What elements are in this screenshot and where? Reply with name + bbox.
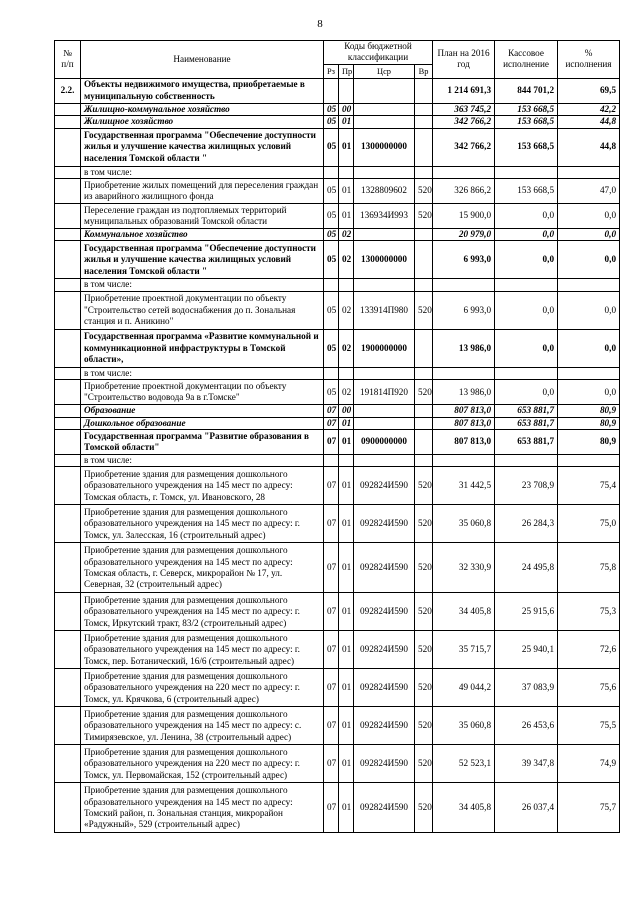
header-pct: % исполнения bbox=[558, 41, 620, 79]
page-number: 8 bbox=[317, 18, 323, 30]
cell-rz: 07 bbox=[324, 783, 339, 833]
table-row bbox=[55, 467, 620, 505]
cell-rz bbox=[324, 78, 339, 103]
cell-rz: 05 bbox=[324, 204, 339, 229]
cell-pct bbox=[558, 166, 620, 178]
cell-rz: 07 bbox=[324, 745, 339, 783]
table-row bbox=[55, 128, 620, 166]
cell-rz: 05 bbox=[324, 229, 339, 241]
cell-pr: 02 bbox=[339, 241, 354, 279]
cell-rz: 05 bbox=[324, 116, 339, 128]
cell-rz bbox=[324, 166, 339, 178]
cell-num bbox=[55, 455, 81, 467]
table-row bbox=[55, 669, 620, 707]
cell-cash: 844 701,2 bbox=[495, 78, 558, 103]
cell-pr: 01 bbox=[339, 783, 354, 833]
cell-plan: 807 813,0 bbox=[433, 405, 495, 417]
cell-pct: 80,9 bbox=[558, 405, 620, 417]
cell-rz: 05 bbox=[324, 291, 339, 329]
header-name: Наименование bbox=[81, 41, 324, 79]
cell-num bbox=[55, 329, 81, 367]
cell-pr: 01 bbox=[339, 669, 354, 707]
cell-name: Приобретение здания для размещения дошкольного образовательного учреждения на 220 мест по адресу: г. Томск, ул. Первомайская, 152 (строительный адрес) bbox=[81, 745, 324, 783]
cell-rz bbox=[324, 279, 339, 291]
cell-pr: 01 bbox=[339, 116, 354, 128]
cell-cash: 25 940,1 bbox=[495, 631, 558, 669]
cell-cash: 24 495,8 bbox=[495, 543, 558, 593]
table-row bbox=[55, 78, 620, 103]
cell-plan: 32 330,9 bbox=[433, 543, 495, 593]
cell-pct: 80,9 bbox=[558, 417, 620, 429]
table-row bbox=[55, 543, 620, 593]
cell-rz: 07 bbox=[324, 505, 339, 543]
cell-pct: 75,0 bbox=[558, 505, 620, 543]
table-body bbox=[55, 78, 620, 833]
cell-vr bbox=[415, 229, 433, 241]
cell-num bbox=[55, 367, 81, 379]
cell-cash: 37 083,9 bbox=[495, 669, 558, 707]
cell-csr bbox=[354, 229, 415, 241]
cell-name: Государственная программа "Обеспечение доступности жилья и улучшение качества жилищных условий населения Томской области " bbox=[81, 241, 324, 279]
cell-vr: 520 bbox=[415, 380, 433, 405]
cell-name: Государственная программа «Развитие коммунальной и коммуникационной инфраструктуры в Томской области», bbox=[81, 329, 324, 367]
cell-pct: 75,7 bbox=[558, 783, 620, 833]
cell-plan: 34 405,8 bbox=[433, 593, 495, 631]
cell-vr bbox=[415, 455, 433, 467]
cell-rz: 05 bbox=[324, 128, 339, 166]
table-row bbox=[55, 241, 620, 279]
cell-vr bbox=[415, 417, 433, 429]
cell-num bbox=[55, 707, 81, 745]
cell-name: в том числе: bbox=[81, 166, 324, 178]
cell-csr bbox=[354, 455, 415, 467]
cell-cash: 153 668,5 bbox=[495, 116, 558, 128]
cell-pct: 0,0 bbox=[558, 329, 620, 367]
cell-pct: 75,8 bbox=[558, 543, 620, 593]
cell-cash bbox=[495, 367, 558, 379]
table-row bbox=[55, 204, 620, 229]
cell-name: Переселение граждан из подтопляемых территорий муниципальных образований Томской области bbox=[81, 204, 324, 229]
table-row bbox=[55, 291, 620, 329]
cell-plan: 363 745,2 bbox=[433, 103, 495, 115]
cell-vr bbox=[415, 128, 433, 166]
cell-name: Приобретение здания для размещения дошкольного образовательного учреждения на 145 мест по адресу: с. Тимирязевское, ул. Ленина, 38 (строительный адрес) bbox=[81, 707, 324, 745]
cell-vr bbox=[415, 241, 433, 279]
cell-num bbox=[55, 380, 81, 405]
table-row bbox=[55, 279, 620, 291]
cell-plan: 52 523,1 bbox=[433, 745, 495, 783]
cell-csr: 092824И590 bbox=[354, 745, 415, 783]
cell-pct: 74,9 bbox=[558, 745, 620, 783]
cell-plan: 35 715,7 bbox=[433, 631, 495, 669]
cell-pct: 75,4 bbox=[558, 467, 620, 505]
cell-rz: 05 bbox=[324, 380, 339, 405]
cell-plan: 13 986,0 bbox=[433, 380, 495, 405]
cell-cash: 653 881,7 bbox=[495, 417, 558, 429]
cell-csr: 092824И590 bbox=[354, 631, 415, 669]
cell-pct: 44,8 bbox=[558, 128, 620, 166]
cell-pr bbox=[339, 455, 354, 467]
cell-csr: 0900000000 bbox=[354, 430, 415, 455]
cell-rz: 05 bbox=[324, 179, 339, 204]
cell-plan: 13 986,0 bbox=[433, 329, 495, 367]
table-row bbox=[55, 103, 620, 115]
cell-vr: 520 bbox=[415, 291, 433, 329]
cell-pr: 01 bbox=[339, 505, 354, 543]
cell-cash bbox=[495, 455, 558, 467]
cell-num bbox=[55, 417, 81, 429]
cell-rz: 07 bbox=[324, 430, 339, 455]
cell-csr bbox=[354, 405, 415, 417]
cell-pct: 42,2 bbox=[558, 103, 620, 115]
cell-num bbox=[55, 593, 81, 631]
table-row bbox=[55, 405, 620, 417]
cell-pct: 69,5 bbox=[558, 78, 620, 103]
cell-pct: 0,0 bbox=[558, 229, 620, 241]
cell-name: Государственная программа "Развитие образования в Томской области" bbox=[81, 430, 324, 455]
table-row bbox=[55, 505, 620, 543]
cell-vr bbox=[415, 103, 433, 115]
cell-name: Приобретение здания для размещения дошкольного образовательного учреждения на 145 мест по адресу: г. Томск, Иркутский тракт, 83/2 (строительный адрес) bbox=[81, 593, 324, 631]
cell-rz: 07 bbox=[324, 417, 339, 429]
cell-csr: 191814П920 bbox=[354, 380, 415, 405]
cell-csr bbox=[354, 279, 415, 291]
cell-pr: 02 bbox=[339, 229, 354, 241]
cell-name: Приобретение здания для размещения дошкольного образовательного учреждения на 145 мест по адресу: г. Томск, ул. Залесская, 16 (строительный адрес) bbox=[81, 505, 324, 543]
cell-pr: 02 bbox=[339, 380, 354, 405]
cell-rz bbox=[324, 367, 339, 379]
cell-rz bbox=[324, 455, 339, 467]
cell-pr: 00 bbox=[339, 405, 354, 417]
table-row bbox=[55, 116, 620, 128]
cell-vr bbox=[415, 430, 433, 455]
cell-num bbox=[55, 543, 81, 593]
cell-num bbox=[55, 467, 81, 505]
cell-vr bbox=[415, 166, 433, 178]
cell-plan: 342 766,2 bbox=[433, 128, 495, 166]
header-plan: План на 2016 год bbox=[433, 41, 495, 79]
cell-num bbox=[55, 430, 81, 455]
cell-vr: 520 bbox=[415, 783, 433, 833]
cell-pr: 01 bbox=[339, 179, 354, 204]
cell-cash: 653 881,7 bbox=[495, 405, 558, 417]
cell-name: Государственная программа "Обеспечение доступности жилья и улучшение качества жилищных условий населения Томской области " bbox=[81, 128, 324, 166]
header-vr: Вр bbox=[415, 64, 433, 78]
cell-cash: 23 708,9 bbox=[495, 467, 558, 505]
cell-plan: 49 044,2 bbox=[433, 669, 495, 707]
cell-rz: 07 bbox=[324, 543, 339, 593]
cell-pr: 02 bbox=[339, 329, 354, 367]
cell-plan: 6 993,0 bbox=[433, 241, 495, 279]
cell-name: Приобретение проектной документации по объекту "Строительство сетей водоснабжения до п. Зональная станция и п. Аникино" bbox=[81, 291, 324, 329]
table-row bbox=[55, 367, 620, 379]
cell-plan bbox=[433, 367, 495, 379]
cell-cash: 153 668,5 bbox=[495, 103, 558, 115]
cell-num bbox=[55, 204, 81, 229]
cell-pct: 0,0 bbox=[558, 380, 620, 405]
cell-rz: 07 bbox=[324, 405, 339, 417]
cell-num bbox=[55, 669, 81, 707]
cell-name: в том числе: bbox=[81, 455, 324, 467]
cell-pr: 00 bbox=[339, 103, 354, 115]
cell-vr: 520 bbox=[415, 505, 433, 543]
cell-name: Образование bbox=[81, 405, 324, 417]
table-row bbox=[55, 229, 620, 241]
cell-name: Жилищно-коммунальное хозяйство bbox=[81, 103, 324, 115]
cell-cash: 0,0 bbox=[495, 329, 558, 367]
cell-pr: 01 bbox=[339, 467, 354, 505]
cell-cash: 26 453,6 bbox=[495, 707, 558, 745]
cell-num bbox=[55, 166, 81, 178]
cell-rz: 07 bbox=[324, 593, 339, 631]
cell-num bbox=[55, 279, 81, 291]
cell-plan: 35 060,8 bbox=[433, 707, 495, 745]
budget-table bbox=[54, 40, 620, 833]
header-codes: Коды бюджетной классификации bbox=[324, 41, 433, 65]
cell-cash: 39 347,8 bbox=[495, 745, 558, 783]
cell-name: Жилищное хозяйство bbox=[81, 116, 324, 128]
cell-name: Приобретение здания для размещения дошкольного образовательного учреждения на 145 мест по адресу: Томская область, г. Северск, микрорайон № 17, ул. Северная, 32 (строительный адрес) bbox=[81, 543, 324, 593]
cell-pr: 01 bbox=[339, 707, 354, 745]
header-csr: Цср bbox=[354, 64, 415, 78]
cell-csr: 1300000000 bbox=[354, 241, 415, 279]
cell-num bbox=[55, 103, 81, 115]
table-row bbox=[55, 166, 620, 178]
cell-vr bbox=[415, 367, 433, 379]
cell-csr: 092824И590 bbox=[354, 543, 415, 593]
cell-plan bbox=[433, 455, 495, 467]
cell-num bbox=[55, 405, 81, 417]
table-row bbox=[55, 329, 620, 367]
cell-cash: 0,0 bbox=[495, 204, 558, 229]
cell-pct bbox=[558, 367, 620, 379]
cell-csr: 092824И590 bbox=[354, 505, 415, 543]
cell-rz: 07 bbox=[324, 631, 339, 669]
cell-rz: 07 bbox=[324, 707, 339, 745]
cell-pct: 44,8 bbox=[558, 116, 620, 128]
cell-num bbox=[55, 241, 81, 279]
cell-vr bbox=[415, 329, 433, 367]
cell-csr: 092824И590 bbox=[354, 707, 415, 745]
cell-pr: 01 bbox=[339, 417, 354, 429]
table-row bbox=[55, 380, 620, 405]
cell-plan: 326 866,2 bbox=[433, 179, 495, 204]
cell-vr: 520 bbox=[415, 204, 433, 229]
cell-plan: 35 060,8 bbox=[433, 505, 495, 543]
table-row bbox=[55, 783, 620, 833]
cell-pr: 01 bbox=[339, 631, 354, 669]
cell-name: Приобретение здания для размещения дошкольного образовательного учреждения на 220 мест по адресу: г. Томск, ул. Крячкова, 6 (строительный адрес) bbox=[81, 669, 324, 707]
cell-pr: 01 bbox=[339, 745, 354, 783]
header-cash: Кассовое исполнение bbox=[495, 41, 558, 79]
table-row bbox=[55, 430, 620, 455]
cell-pr: 01 bbox=[339, 593, 354, 631]
cell-num bbox=[55, 783, 81, 833]
cell-vr: 520 bbox=[415, 707, 433, 745]
cell-csr: 092824И590 bbox=[354, 669, 415, 707]
cell-plan bbox=[433, 166, 495, 178]
cell-plan: 807 813,0 bbox=[433, 417, 495, 429]
cell-pr bbox=[339, 166, 354, 178]
cell-cash: 25 915,6 bbox=[495, 593, 558, 631]
cell-plan: 15 900,0 bbox=[433, 204, 495, 229]
cell-csr: 092824И590 bbox=[354, 467, 415, 505]
cell-rz: 05 bbox=[324, 329, 339, 367]
cell-csr bbox=[354, 417, 415, 429]
cell-pr: 02 bbox=[339, 291, 354, 329]
cell-pr: 01 bbox=[339, 204, 354, 229]
header-rz: Рз bbox=[324, 64, 339, 78]
cell-pr bbox=[339, 78, 354, 103]
cell-plan bbox=[433, 279, 495, 291]
cell-cash bbox=[495, 279, 558, 291]
cell-vr bbox=[415, 279, 433, 291]
cell-num bbox=[55, 631, 81, 669]
cell-pct: 0,0 bbox=[558, 204, 620, 229]
cell-name: Коммунальное хозяйство bbox=[81, 229, 324, 241]
cell-name: Объекты недвижимого имущества, приобретаемые в муниципальную собственность bbox=[81, 78, 324, 103]
cell-num: 2.2. bbox=[55, 78, 81, 103]
cell-vr: 520 bbox=[415, 543, 433, 593]
cell-rz: 07 bbox=[324, 467, 339, 505]
cell-name: Приобретение здания для размещения дошкольного образовательного учреждения на 145 мест по адресу: г. Томск, пер. Ботанический, 16/6 (строительный адрес) bbox=[81, 631, 324, 669]
table-row bbox=[55, 593, 620, 631]
cell-pct: 0,0 bbox=[558, 291, 620, 329]
cell-csr bbox=[354, 166, 415, 178]
cell-csr: 092824И590 bbox=[354, 593, 415, 631]
table-row bbox=[55, 745, 620, 783]
cell-pct: 72,6 bbox=[558, 631, 620, 669]
cell-cash: 0,0 bbox=[495, 380, 558, 405]
cell-vr: 520 bbox=[415, 467, 433, 505]
cell-num bbox=[55, 179, 81, 204]
cell-pct bbox=[558, 455, 620, 467]
cell-plan: 6 993,0 bbox=[433, 291, 495, 329]
cell-rz: 07 bbox=[324, 669, 339, 707]
cell-num bbox=[55, 505, 81, 543]
header-num: № п/п bbox=[55, 41, 81, 79]
cell-cash: 653 881,7 bbox=[495, 430, 558, 455]
cell-pct: 80,9 bbox=[558, 430, 620, 455]
cell-plan: 31 442,5 bbox=[433, 467, 495, 505]
cell-rz: 05 bbox=[324, 241, 339, 279]
cell-num bbox=[55, 745, 81, 783]
cell-pr: 01 bbox=[339, 543, 354, 593]
cell-vr: 520 bbox=[415, 745, 433, 783]
cell-csr: 136934И993 bbox=[354, 204, 415, 229]
cell-vr: 520 bbox=[415, 631, 433, 669]
cell-pct bbox=[558, 279, 620, 291]
cell-pct: 75,3 bbox=[558, 593, 620, 631]
cell-cash: 0,0 bbox=[495, 241, 558, 279]
table-row bbox=[55, 707, 620, 745]
cell-vr: 520 bbox=[415, 669, 433, 707]
cell-csr bbox=[354, 78, 415, 103]
cell-num bbox=[55, 291, 81, 329]
cell-cash: 153 668,5 bbox=[495, 128, 558, 166]
cell-plan: 20 979,0 bbox=[433, 229, 495, 241]
cell-csr bbox=[354, 116, 415, 128]
cell-name: Дошкольное образование bbox=[81, 417, 324, 429]
cell-name: Приобретение жилых помещений для переселения граждан из аварийного жилищного фонда bbox=[81, 179, 324, 204]
cell-vr: 520 bbox=[415, 593, 433, 631]
cell-cash: 26 037,4 bbox=[495, 783, 558, 833]
cell-csr bbox=[354, 103, 415, 115]
cell-pr: 01 bbox=[339, 128, 354, 166]
cell-pr bbox=[339, 367, 354, 379]
cell-csr: 1328809602 bbox=[354, 179, 415, 204]
cell-cash: 26 284,3 bbox=[495, 505, 558, 543]
cell-name: в том числе: bbox=[81, 367, 324, 379]
cell-cash: 0,0 bbox=[495, 291, 558, 329]
cell-cash: 153 668,5 bbox=[495, 179, 558, 204]
cell-pr: 01 bbox=[339, 430, 354, 455]
cell-csr: 1900000000 bbox=[354, 329, 415, 367]
cell-pct: 47,0 bbox=[558, 179, 620, 204]
cell-cash: 0,0 bbox=[495, 229, 558, 241]
cell-name: Приобретение здания для размещения дошкольного образовательного учреждения на 145 мест по адресу: Томская область, г. Томск, ул. Ивановского, 28 bbox=[81, 467, 324, 505]
cell-plan: 807 813,0 bbox=[433, 430, 495, 455]
header-pr: Пр bbox=[339, 64, 354, 78]
cell-num bbox=[55, 116, 81, 128]
cell-name: в том числе: bbox=[81, 279, 324, 291]
cell-pr bbox=[339, 279, 354, 291]
table-row bbox=[55, 179, 620, 204]
cell-csr: 092824И590 bbox=[354, 783, 415, 833]
cell-vr: 520 bbox=[415, 179, 433, 204]
cell-vr bbox=[415, 78, 433, 103]
cell-csr bbox=[354, 367, 415, 379]
cell-num bbox=[55, 128, 81, 166]
cell-vr bbox=[415, 405, 433, 417]
cell-plan: 34 405,8 bbox=[433, 783, 495, 833]
cell-vr bbox=[415, 116, 433, 128]
cell-csr: 133914П980 bbox=[354, 291, 415, 329]
table-row bbox=[55, 417, 620, 429]
cell-csr: 1300000000 bbox=[354, 128, 415, 166]
cell-plan: 342 766,2 bbox=[433, 116, 495, 128]
cell-plan: 1 214 691,3 bbox=[433, 78, 495, 103]
cell-name: Приобретение здания для размещения дошкольного образовательного учреждения на 145 мест по адресу: Томский район, п. Зональная станция, микрорайон «Радужный», 529 (строительный адрес) bbox=[81, 783, 324, 833]
table-row bbox=[55, 455, 620, 467]
cell-rz: 05 bbox=[324, 103, 339, 115]
cell-name: Приобретение проектной документации по объекту "Строительство водовода 9а в г.Томске" bbox=[81, 380, 324, 405]
table-row bbox=[55, 631, 620, 669]
cell-pct: 75,6 bbox=[558, 669, 620, 707]
cell-cash bbox=[495, 166, 558, 178]
cell-pct: 0,0 bbox=[558, 241, 620, 279]
cell-pct: 75,5 bbox=[558, 707, 620, 745]
cell-num bbox=[55, 229, 81, 241]
